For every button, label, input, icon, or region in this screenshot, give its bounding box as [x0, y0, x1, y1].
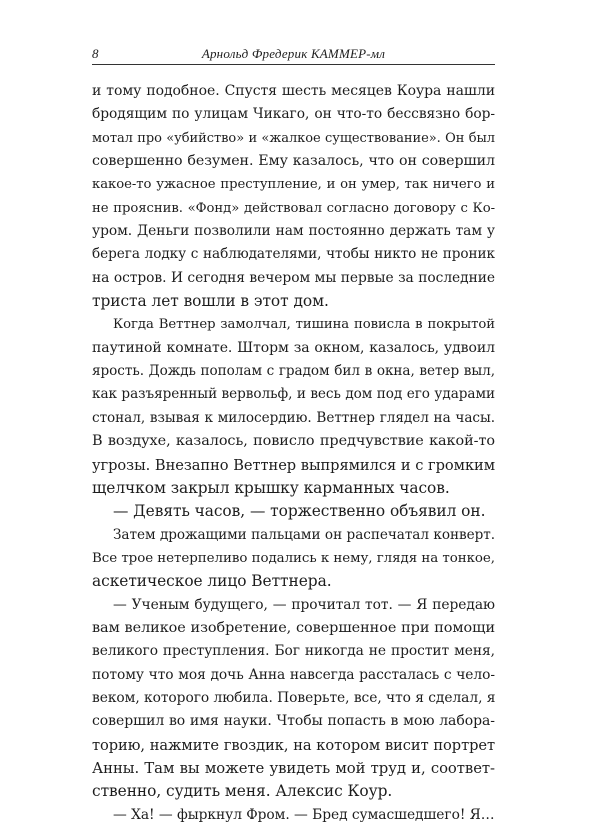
text-line: совершил во имя науки. Чтобы попасть в мою лабора-	[92, 713, 495, 730]
text-line: ственно, судить меня. Алексис Коур.	[92, 782, 393, 801]
running-title: Арнольд Фредерик КАММЕР-мл	[201, 46, 386, 61]
text-line: аскетическое лицо Веттнера.	[92, 572, 332, 591]
text-line: мотал про «убийство» и «жалкое существование». Он был	[92, 130, 495, 146]
page-number: 8	[92, 46, 99, 61]
text-line: торию, нажмите гвоздик, на котором висит портрет	[92, 736, 495, 754]
text-line: паутиной комнате. Шторм за окном, казалось, удвоил	[92, 339, 495, 356]
text-line: триста лет вошли в этот дом.	[92, 292, 329, 311]
text-line: Когда Веттнер замолчал, тишина повисла в покрытой	[113, 317, 495, 333]
text-line: как разъяренный вервольф, и весь дом под его ударами	[92, 386, 495, 403]
text-line: берега лодку с наблюдателями, чтобы никто не проник	[92, 246, 495, 263]
text-line: — Девять часов, — торжественно объявил он.	[113, 502, 486, 521]
body-text	[92, 80, 495, 827]
text-line: и тому подобное. Спустя шесть месяцев Коура нашли	[92, 83, 495, 99]
text-line: стонал, взывая к милосердию. Веттнер глядел на часы.	[92, 409, 495, 426]
text-line: веком, которого любила. Поверьте, все, что я сделал, я	[92, 689, 496, 706]
text-line: В воздухе, казалось, повисло предчувствие какой-то	[92, 433, 495, 450]
text-line: вам великое изобретение, совершенное при помощи	[92, 619, 495, 636]
text-line: бродящим по улицам Чикаго, он что-то бессвязно бор-	[92, 106, 495, 123]
text-line: не прояснив. «Фонд» действовал согласно договору с Ко-	[92, 200, 495, 216]
text-line: потому что моя дочь Анна навсегда рассталась с чело-	[92, 666, 495, 683]
text-line: щелчком закрыл крышку карманных часов.	[92, 478, 450, 497]
text-line: Затем дрожащими пальцами он распечатал конверт.	[113, 526, 495, 543]
text-line: на остров. И сегодня вечером мы первые за последние	[92, 269, 495, 286]
text-line: ярость. Дождь пополам с градом бил в окна, ветер выл,	[92, 363, 495, 380]
text-line: — Ученым будущего, — прочитал тот. — Я передаю	[113, 596, 495, 613]
page-header	[92, 42, 495, 65]
text-line: какое-то ужасное преступление, и он умер, так ничего и	[92, 177, 495, 193]
text-line: Анны. Там вы можете увидеть мой труд и, соответ-	[92, 759, 495, 777]
text-line: — Ха! — фыркнул Фром. — Бред сумасшедшего! Я…	[113, 806, 495, 823]
text-line: великого преступления. Бог никогда не простит меня,	[92, 643, 495, 660]
text-line: Все трое нетерпеливо подались к нему, глядя на тонкое,	[92, 550, 496, 566]
text-line: совершенно безумен. Ему казалось, что он совершил	[92, 153, 495, 170]
text-line: угрозы. Внезапно Веттнер выпрямился и с громким	[92, 456, 495, 474]
text-line: уром. Деньги позволили нам постоянно держать там у	[92, 223, 495, 240]
